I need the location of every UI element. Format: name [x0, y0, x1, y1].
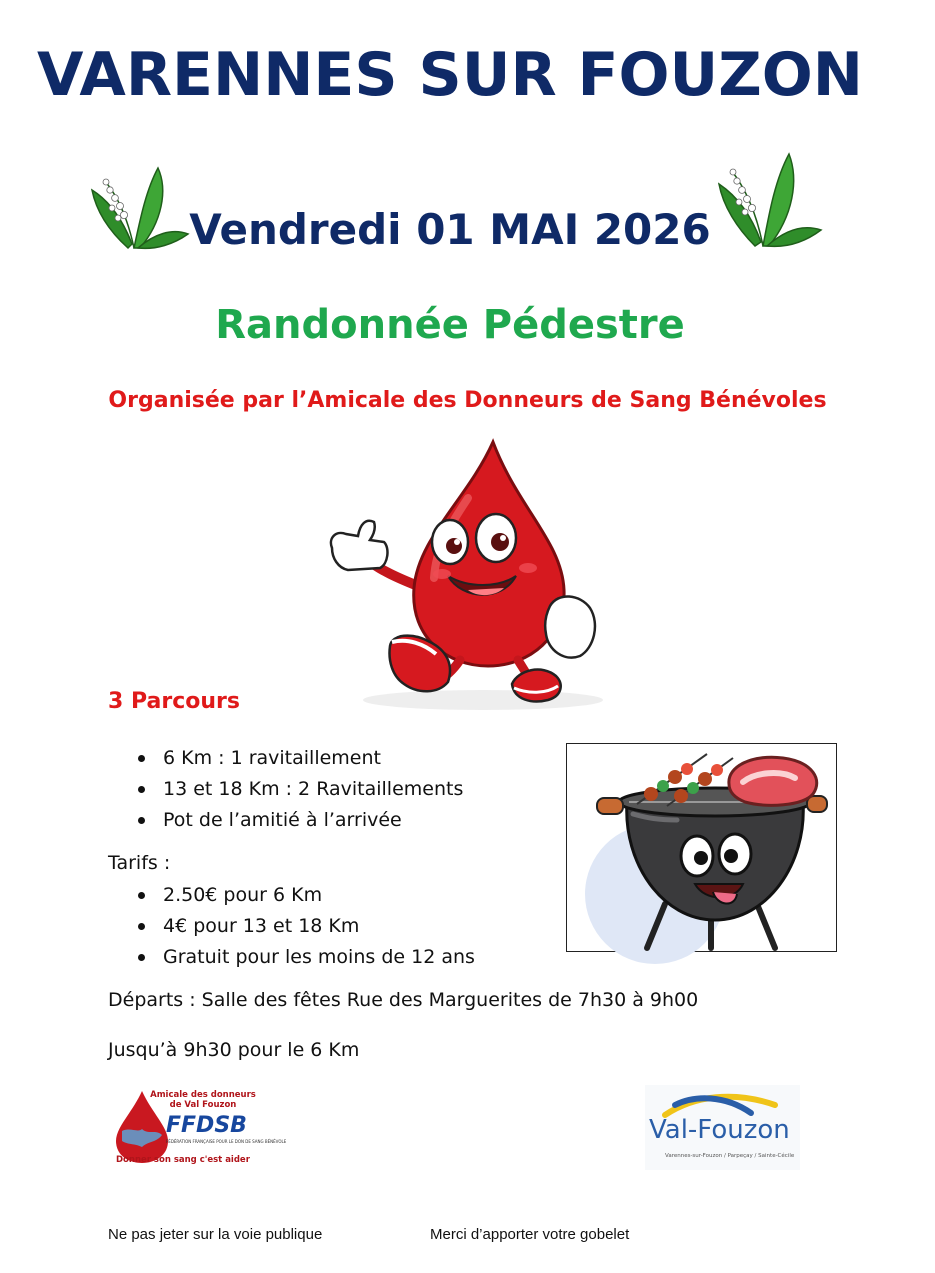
- list-item: 4€ pour 13 et 18 Km: [108, 911, 475, 942]
- parcours-list: [108, 743, 463, 836]
- footer-right: Merci d’apporter votre gobelet: [430, 1226, 630, 1243]
- list-item: Pot de l’amitié à l’arrivée: [108, 805, 463, 836]
- event-name: Randonnée Pédestre: [215, 302, 685, 348]
- barbecue-illustration: [566, 743, 837, 952]
- parcours-heading: 3 Parcours: [108, 689, 240, 714]
- ffdsb-slogan: Donner son sang c'est aider: [116, 1155, 250, 1165]
- barbecue-icon: [567, 744, 835, 950]
- organizer-line: Organisée par l’Amicale des Donneurs de Sang Bénévoles: [108, 388, 827, 413]
- blood-drop-mascot-icon: [318, 438, 618, 714]
- val-fouzon-logo: [645, 1085, 800, 1170]
- val-fouzon-communes: Varennes-sur-Fouzon / Parpeçay / Sainte-Cécile: [665, 1153, 795, 1159]
- ffdsb-name: FFDSB: [166, 1113, 247, 1138]
- list-item: 13 et 18 Km : 2 Ravitaillements: [108, 774, 463, 805]
- list-item: 2.50€ pour 6 Km: [108, 880, 475, 911]
- jusqua-line: Jusqu’à 9h30 pour le 6 Km: [108, 1039, 360, 1061]
- tarifs-label: Tarifs :: [108, 852, 171, 874]
- tarifs-list: [108, 880, 475, 973]
- list-item: Gratuit pour les moins de 12 ans: [108, 942, 475, 973]
- event-date: Vendredi 01 MAI 2026: [189, 205, 711, 254]
- list-item: 6 Km : 1 ravitaillement: [108, 743, 463, 774]
- footer-left: Ne pas jeter sur la voie publique: [108, 1226, 323, 1243]
- town-title: VARENNES SUR FOUZON: [37, 40, 863, 110]
- departs-line: Départs : Salle des fêtes Rue des Marguerites de 7h30 à 9h00: [108, 989, 699, 1011]
- val-fouzon-name: Val-Fouzon: [649, 1115, 790, 1145]
- ffdsb-line-2: de Val Fouzon: [169, 1100, 237, 1110]
- ffdsb-logo: [108, 1085, 287, 1170]
- ffdsb-federation: FÉDÉRATION FRANÇAISE POUR LE DON DE SANG BÉNÉVOLE: [166, 1139, 287, 1144]
- ffdsb-line-1: Amicale des donneurs: [150, 1090, 256, 1100]
